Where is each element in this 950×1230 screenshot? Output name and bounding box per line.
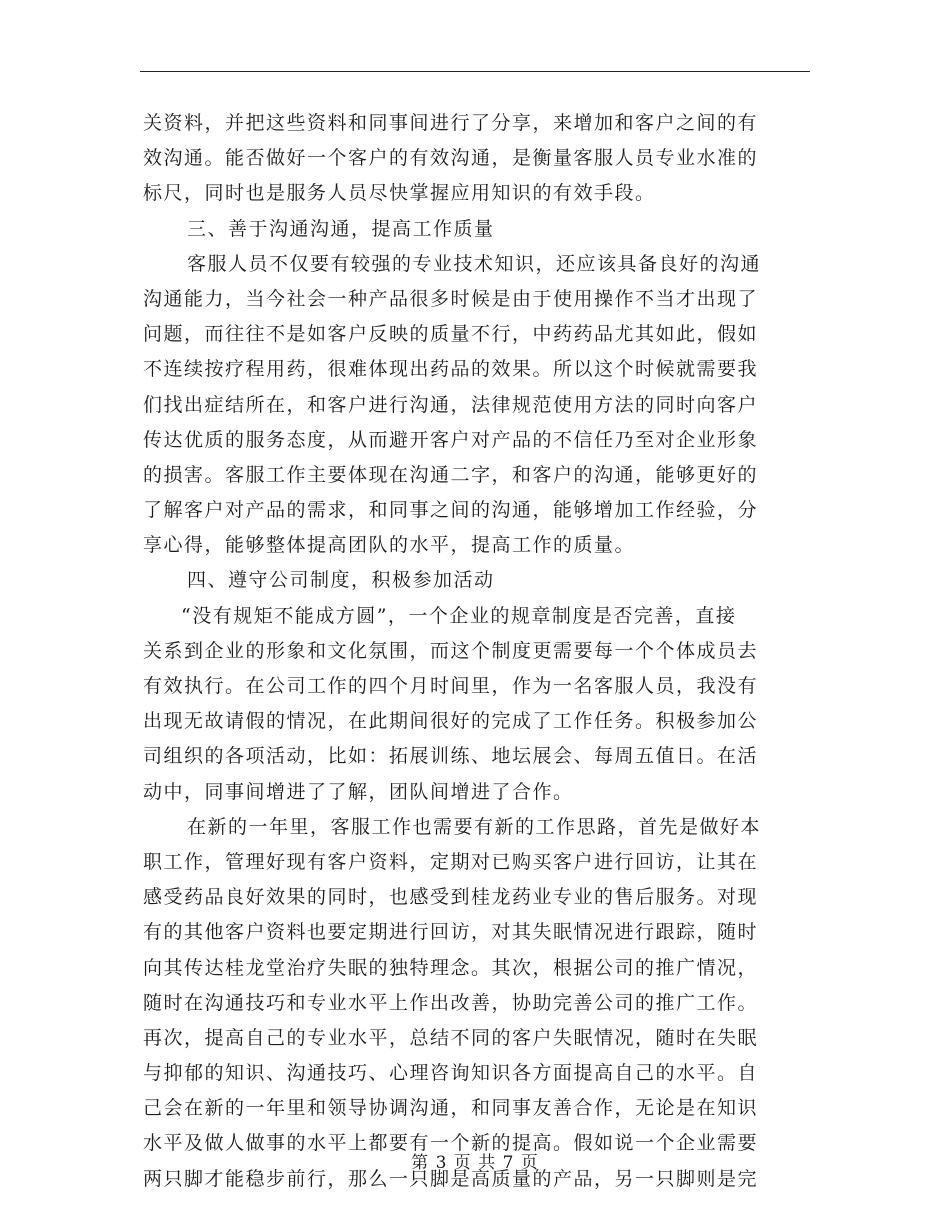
text-line: 不连续按疗程用药，很难体现出药品的效果。所以这个时候就需要我 — [143, 358, 759, 381]
text-line: 水平及做人做事的水平上都要有一个新的提高。假如说一个企业需要 — [143, 1132, 759, 1155]
text-line: 们找出症结所在，和客户进行沟通，法律规范使用方法的同时向客户 — [143, 393, 759, 416]
text-line: 在新的一年里，客服工作也需要有新的工作思路，首先是做好本 — [187, 815, 762, 838]
text-line: 司组织的各项活动，比如：拓展训练、地坛展会、每周五值日。在活 — [143, 745, 759, 768]
text-line: 关资料，并把这些资料和同事间进行了分享，来增加和客户之间的有 — [143, 112, 759, 134]
text-line: 三、善于沟通沟通，提高工作质量 — [187, 217, 495, 240]
text-line: 客服人员不仅要有较强的专业技术知识，还应该具备良好的沟通 — [187, 252, 762, 275]
text-line: 享心得，能够整体提高团队的水平，提高工作的质量。 — [143, 534, 636, 557]
text-line: 的损害。客服工作主要体现在沟通二字，和客户的沟通，能够更好的 — [143, 463, 759, 486]
document-body — [143, 106, 815, 1197]
text-line: 了解客户对产品的需求，和同事之间的沟通，能够增加工作经验，分 — [143, 499, 759, 522]
text-line: 再次，提高自己的专业水平，总结不同的客户失眠情况，随时在失眠 — [143, 1026, 759, 1049]
page-number-footer: 第 3 页 共 7 页 — [411, 1153, 539, 1173]
text-line: 有效执行。在公司工作的四个月时间里，作为一名客服人员，我没有 — [143, 675, 759, 697]
text-line: 标尺，同时也是服务人员尽快掌握应用知识的有效手段。 — [143, 182, 656, 205]
text-line: 与抑郁的知识、沟通技巧、心理咨询知识各方面提高自己的水平。自 — [143, 1062, 759, 1085]
text-line: 随时在沟通技巧和专业水平上作出改善，协助完善公司的推广工作。 — [143, 991, 759, 1014]
text-line: 沟通能力，当今社会一种产品很多时候是由于使用操作不当才出现了 — [143, 287, 759, 310]
text-line: 关系到企业的形象和文化氛围，而这个制度更需要每一个个体成员去 — [143, 639, 759, 662]
text-line: 传达优质的服务态度，从而避开客户对产品的不信任乃至对企业形象 — [143, 428, 759, 451]
text-line: 感受药品良好效果的同时，也感受到桂龙药业专业的售后服务。对现 — [143, 886, 759, 909]
text-line: 职工作，管理好现有客户资料，定期对已购买客户进行回访，让其在 — [143, 850, 759, 873]
text-line: “没有规矩不能成方圆”，一个企业的规章制度是否完善，直接 — [181, 604, 737, 627]
text-line: 有的其他客户资料也要定期进行回访，对其失眠情况进行跟踪，随时 — [143, 921, 759, 944]
text-line: 问题，而往往不是如客户反映的质量不行，中药药品尤其如此，假如 — [143, 323, 759, 346]
text-line: 出现无故请假的情况，在此期间很好的完成了工作任务。积极参加公 — [143, 710, 759, 733]
header-divider — [140, 71, 810, 72]
text-line: 向其传达桂龙堂治疗失眠的独特理念。其次，根据公司的推广情况， — [143, 956, 759, 979]
text-line: 动中，同事间增进了了解，团队间增进了合作。 — [143, 780, 574, 803]
text-line: 四、遵守公司制度，积极参加活动 — [187, 569, 495, 592]
text-line: 己会在新的一年里和领导协调沟通，和同事友善合作，无论是在知识 — [143, 1097, 759, 1120]
text-line: 两只脚才能稳步前行，那么一只脚是高质量的产品，另一只脚则是完 — [143, 1167, 759, 1190]
text-line: 效沟通。能否做好一个客户的有效沟通，是衡量客服人员专业水准的 — [143, 147, 759, 170]
